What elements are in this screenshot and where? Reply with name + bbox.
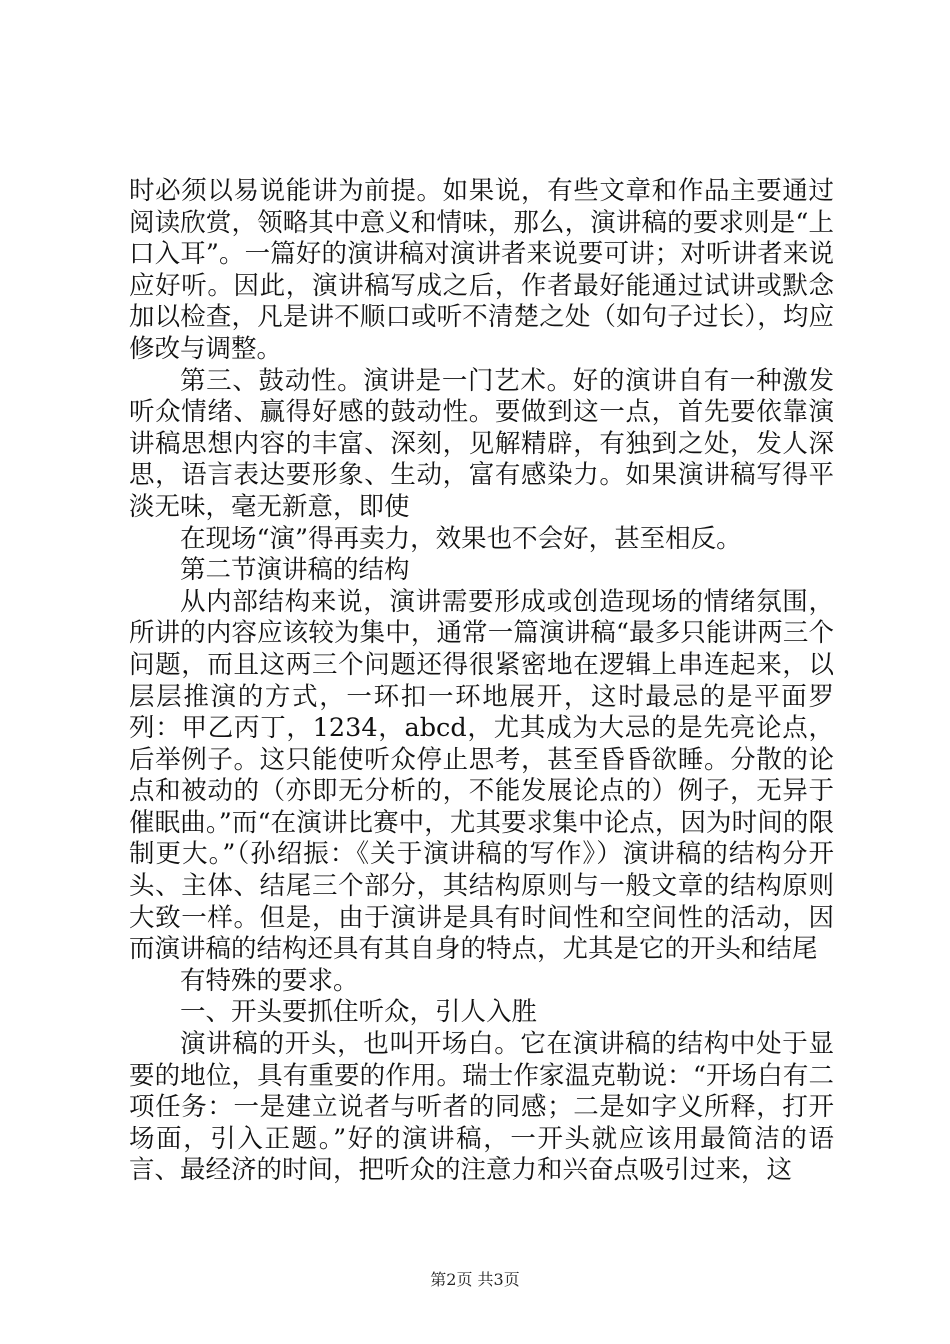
- subsection-heading: 一、开头要抓住听众，引人入胜: [180, 997, 538, 1028]
- paragraph-5: 从内部结构来说，演讲需要形成或创造现场的情绪氛围，所讲的内容应该较为集中，通常一篇演讲稿“最多只能讲两三个问题，而且这两三个问题还得很紧密地在逻辑上串连起来，以层层推演的方式，一环扣一环地展开，这时最忌的是平面罗列：甲乙丙丁，1234，abcd，尤其成为大忌的是先亮论点，后举例子。这只能使听众停止思考，甚至昏昏欲睡。分散的论点和被动的（亦即无分析的，不能发展论点的）例子，无异于催眠曲。”而“在演讲比赛中，尤其要求集中论点，因为时间的限制更大。”（孙绍振：《关于演讲稿的写作》）演讲稿的结构分开头、主体、结尾三个部分，其结构原则与一般文章的结构原则大致一样。但是，由于演讲是具有时间性和空间性的活动，因而演讲稿的结构还具有其自身的特点，尤其是它的开头和结尾: [129, 586, 834, 965]
- page-number-footer: 第2页 共3页: [430, 1270, 520, 1289]
- paragraph-8: 演讲稿的开头，也叫开场白。它在演讲稿的结构中处于显要的地位，具有重要的作用。瑞士作家温克勒说：“开场白有二项任务：一是建立说者与听者的同感；二是如字义所释，打开场面，引入正题。”好的演讲稿，一开头就应该用最简洁的语言、最经济的时间，把听众的注意力和兴奋点吸引过来，这: [129, 1029, 834, 1186]
- paragraph-3: 在现场“演”得再卖力，效果也不会好，甚至相反。: [180, 523, 742, 554]
- section-heading: 第二节演讲稿的结构: [180, 555, 410, 586]
- paragraph-1: 时必须以易说能讲为前提。如果说，有些文章和作品主要通过阅读欣赏，领略其中意义和情味，那么，演讲稿的要求则是“上口入耳”。一篇好的演讲稿对演讲者来说要可讲；对听讲者来说应好听。因此，演讲稿写成之后，作者最好能通过试讲或默念加以检查，凡是讲不顺口或听不清楚之处（如句子过长），均应修改与调整。: [129, 176, 834, 364]
- paragraph-2: 第三、鼓动性。演讲是一门艺术。好的演讲自有一种激发听众情绪、赢得好感的鼓动性。要做到这一点，首先要依靠演讲稿思想内容的丰富、深刻，见解精辟，有独到之处，发人深思，语言表达要形象、生动，富有感染力。如果演讲稿写得平淡无味，毫无新意，即使: [129, 365, 834, 522]
- paragraph-6: 有特殊的要求。: [180, 965, 359, 996]
- document-body: [129, 176, 834, 1187]
